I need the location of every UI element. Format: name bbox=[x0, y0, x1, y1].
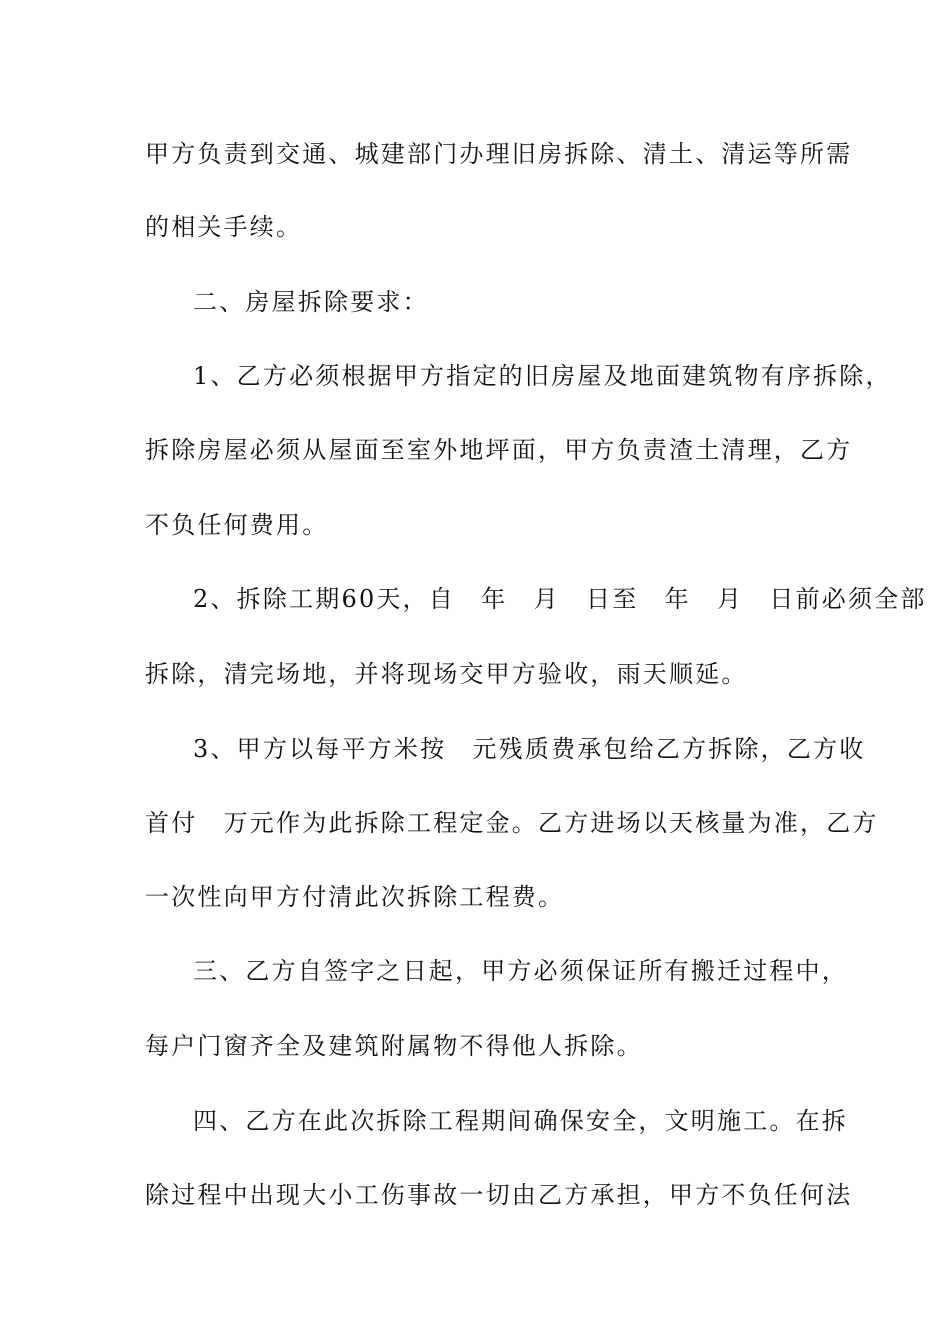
section-heading: 四、乙方在此次拆除工程期间确保安全，文明施工。在拆 bbox=[193, 1107, 848, 1135]
text-line: 甲方负责到交通、城建部门办理旧房拆除、清土、清运等所需 bbox=[145, 140, 853, 168]
text-line: 除过程中出现大小工伤事故一切由乙方承担，甲方不负任何法 bbox=[145, 1181, 853, 1209]
section-heading: 二、房屋拆除要求： bbox=[193, 288, 429, 316]
text-line: 首付 万元作为此拆除工程定金。乙方进场以天核量为准，乙方 bbox=[145, 809, 879, 837]
text-line: 3、甲方以每平方米按 元残质费承包给乙方拆除，乙方收 bbox=[193, 735, 866, 763]
text-line: 1、乙方必须根据甲方指定的旧房屋及地面建筑物有序拆除， bbox=[193, 362, 892, 390]
section-heading: 三、乙方自签字之日起，甲方必须保证所有搬迁过程中， bbox=[193, 957, 848, 985]
text-line: 2、拆除工期60天，自 年 月 日至 年 月 日前必须全部 bbox=[193, 585, 927, 613]
text-line: 一次性向甲方付清此次拆除工程费。 bbox=[145, 883, 565, 911]
text-line: 拆除，清完场地，并将现场交甲方验收，雨天顺延。 bbox=[145, 660, 748, 688]
text-line: 不负任何费用。 bbox=[145, 511, 329, 539]
text-line: 的相关手续。 bbox=[145, 213, 303, 241]
text-line: 每户门窗齐全及建筑附属物不得他人拆除。 bbox=[145, 1032, 643, 1060]
text-line: 拆除房屋必须从屋面至室外地坪面，甲方负责渣土清理，乙方 bbox=[145, 436, 853, 464]
